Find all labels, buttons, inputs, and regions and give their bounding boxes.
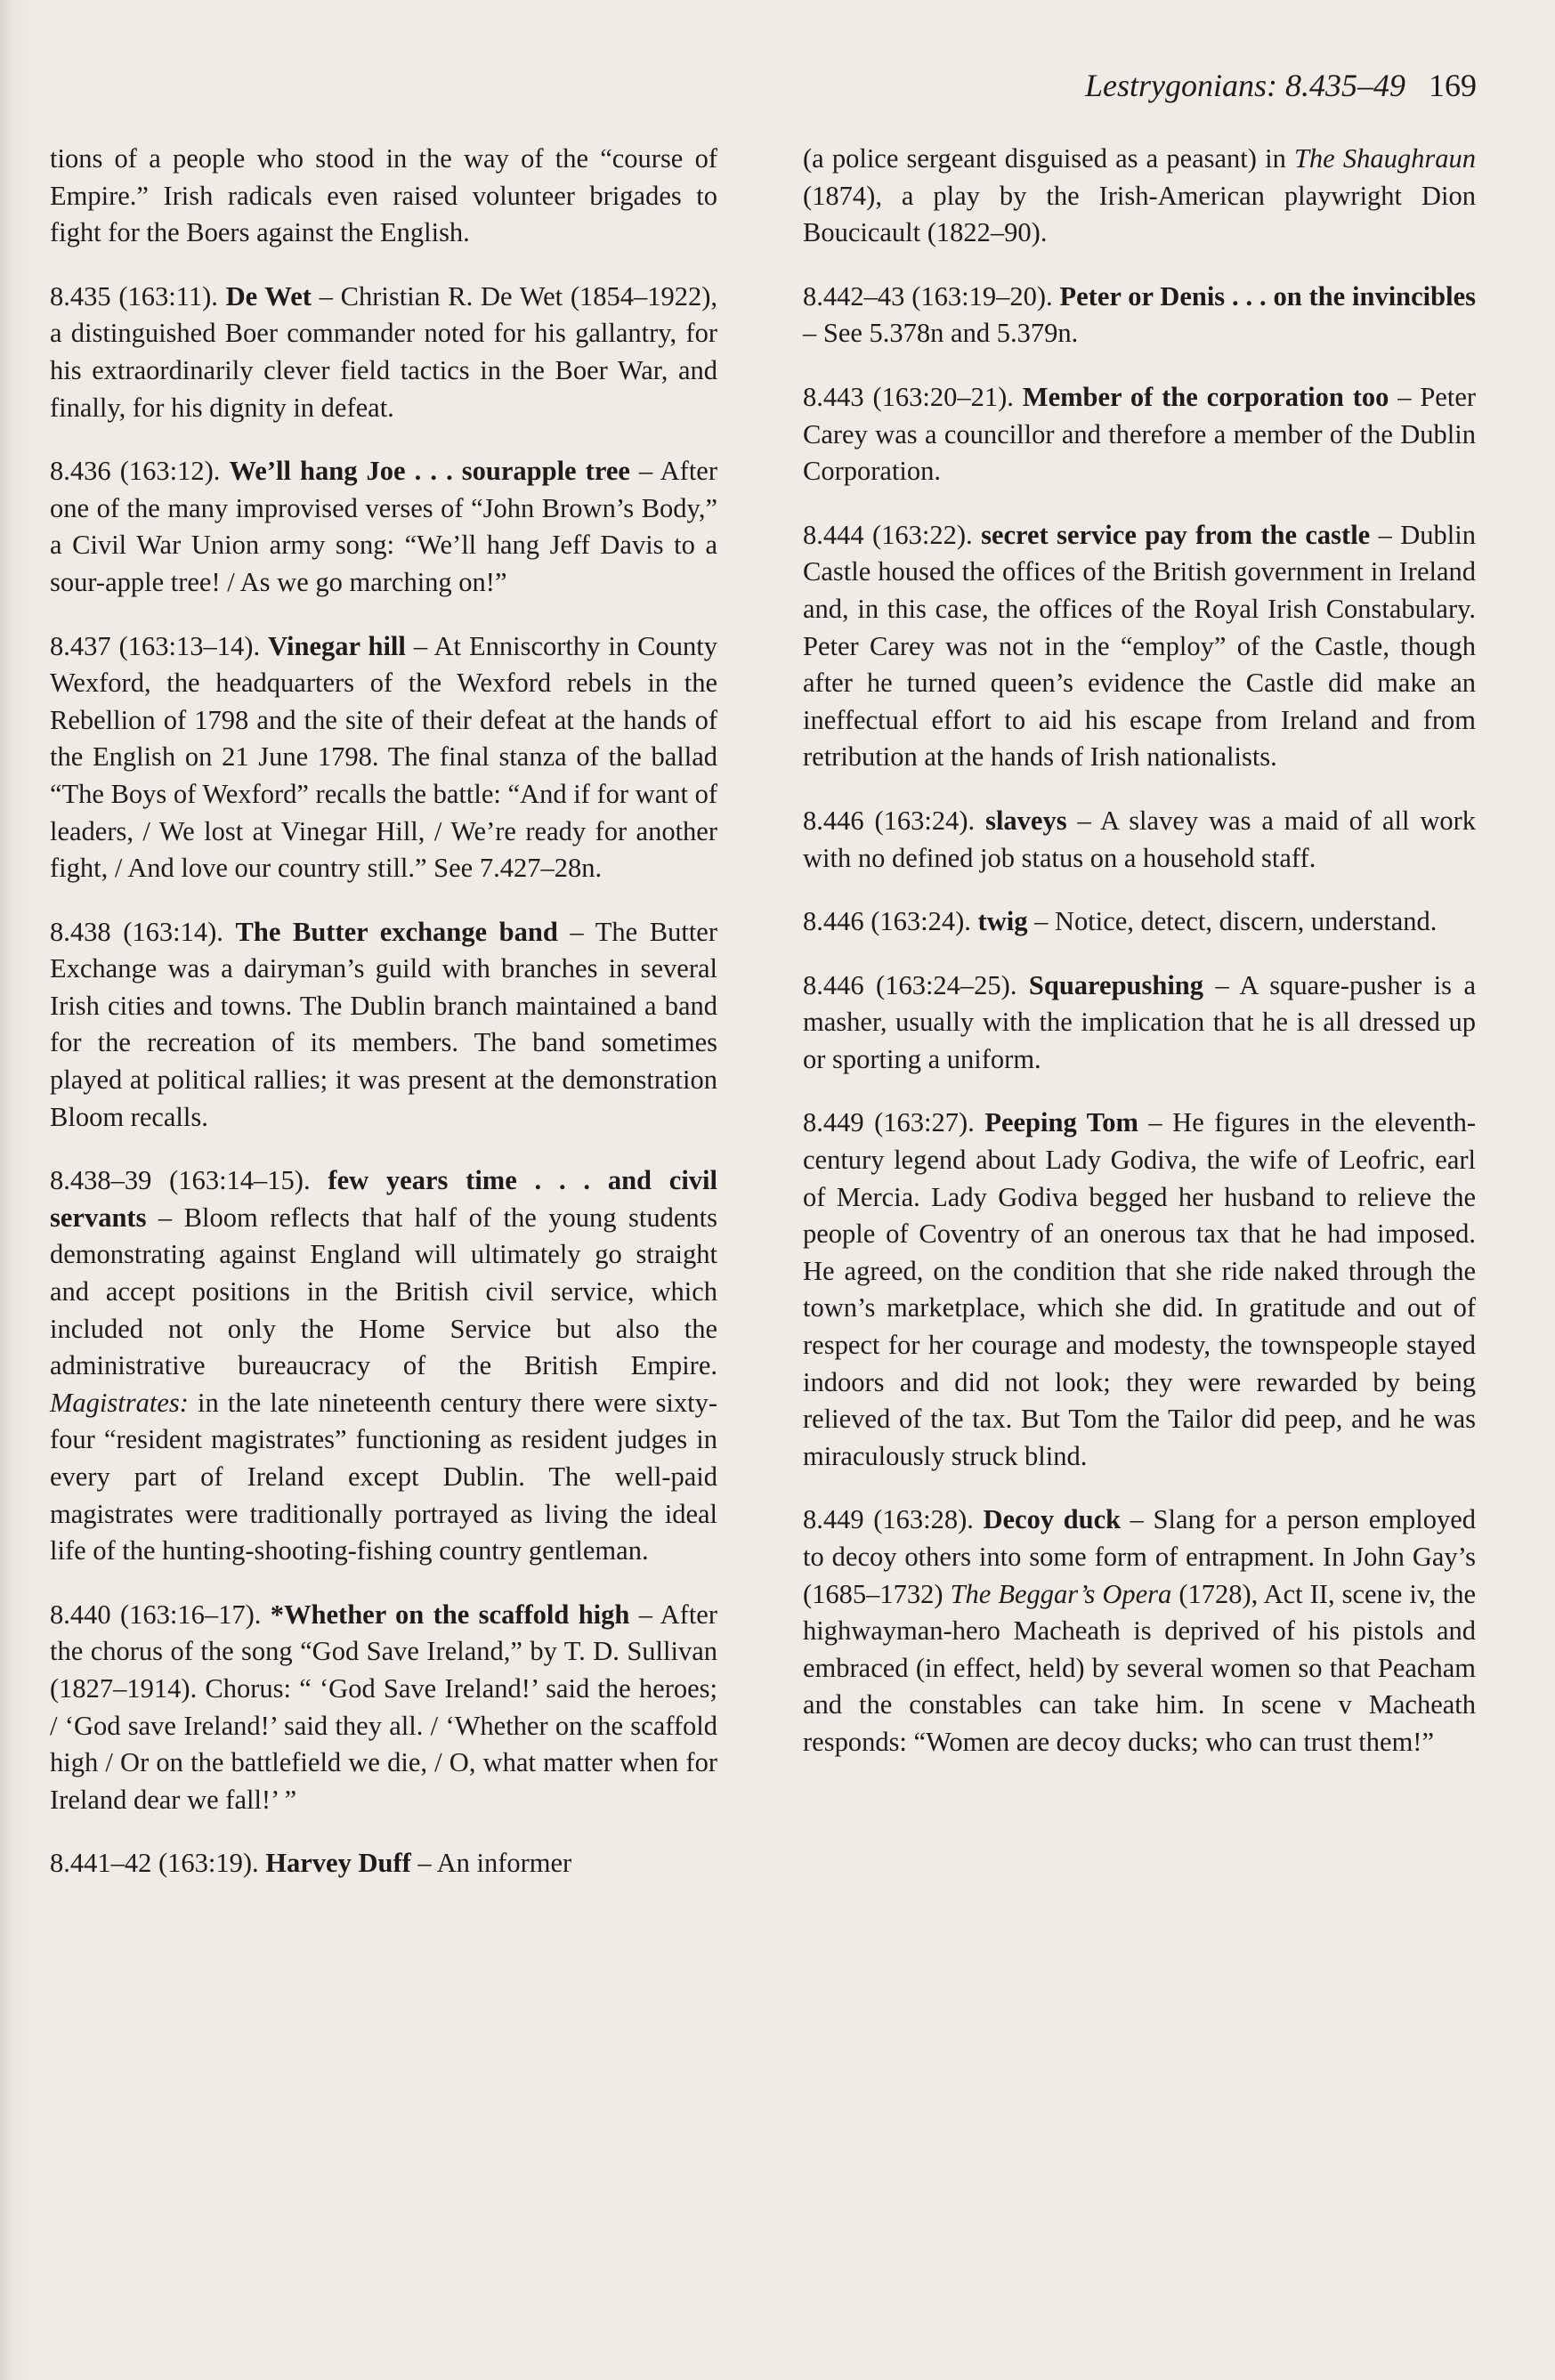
note-ref: 8.446 (163:24). — [803, 906, 971, 937]
note-entry — [803, 517, 1476, 776]
note-text: – The Butter Exchange was a dairyman’s guild with branches in several Irish cities and towns. The Dublin branch maintained a band for the recreation of its members. The band sometimes played at political rallies; it was present at the demonstration Bloom recalls. — [50, 916, 717, 1132]
note-text: – An informer — [410, 1848, 572, 1879]
note-ref: 8.437 (163:13–14). — [50, 630, 261, 661]
note-ref: 8.442–43 (163:19–20). — [803, 280, 1053, 312]
running-head-title: Lestrygonians: 8.435–49 — [1085, 68, 1405, 103]
note-entry — [803, 903, 1476, 941]
note-text: – After one of the many improvised verses of “John Brown’s Body,” a Civil War Union army song: “We’ll hang Jeff Davis to a sour-apple tree! / As we go marching on!” — [50, 456, 717, 597]
note-ref: 8.435 (163:11). — [50, 280, 218, 312]
note-headword: De Wet — [225, 280, 312, 312]
note-headword: Harvey Duff — [265, 1848, 411, 1879]
note-text: – A slavey was a maid of all work with no defined job status on a household staff. — [803, 805, 1477, 873]
note-italic: Magistrates: — [50, 1387, 189, 1418]
note-headword: Squarepushing — [1028, 969, 1204, 1000]
note-ref: 8.436 (163:12). — [50, 456, 221, 487]
note-entry — [803, 1502, 1476, 1761]
note-text: – He figures in the eleventh-century legend about Lady Godiva, the wife of Leofric, earl of Mercia. Lady Godiva begged her husband to relieve the people of Coventry of an onerous tax that he had imposed. He agreed, on the condition that she ride naked through the town’s marketplace, which she did. In gratitude and out of respect for her courage and modesty, the townspeople stayed indoors and did not look; they were rewarded by being relieved of the tax. But Tom the Tailor did peep, and he was miraculously struck blind. — [803, 1107, 1476, 1471]
note-entry — [803, 967, 1476, 1079]
note-entry — [50, 1597, 717, 1819]
left-column — [50, 141, 717, 1909]
note-headword: Member of the corporation too — [1022, 381, 1389, 412]
note-ref: 8.449 (163:27). — [803, 1107, 975, 1138]
note-entry — [50, 453, 717, 601]
note-italic: The Beggar’s Opera — [950, 1578, 1172, 1609]
note-text: (a police sergeant disguised as a peasant) in — [803, 143, 1294, 174]
note-headword: *Whether on the scaffold high — [270, 1599, 630, 1630]
note-headword: twig — [977, 906, 1028, 937]
note-entry — [803, 379, 1476, 490]
running-head — [1085, 68, 1477, 103]
note-ref: 8.446 (163:24). — [803, 805, 976, 836]
note-entry — [50, 628, 717, 887]
note-entry — [50, 1845, 717, 1882]
note-headword: few years time . . . and civil servants — [50, 1165, 718, 1233]
note-text: – Notice, detect, discern, understand. — [1027, 906, 1438, 937]
page-number: 169 — [1429, 68, 1477, 103]
note-text: – Bloom reflects that half of the young students demonstrating against England will ultimately go straight and accept positions in the British civil service, which included not only the Home Service but also the administrative bureaucracy of the British Empire. — [50, 1202, 717, 1381]
note-text: – After the chorus of the song “God Save Ireland,” by T. D. Sullivan (1827–1914). Chorus: “ ‘God Save Ireland!’ said the heroes; / ‘God save Ireland!’ said they all. / ‘Whether on the scaffold high / Or on the battlefield we die, / O, what matter when for Ireland dear we fall!’ ” — [50, 1599, 717, 1815]
note-entry — [50, 1162, 717, 1570]
note-headword: Vinegar hill — [268, 630, 406, 661]
note-headword: Decoy duck — [983, 1504, 1122, 1535]
note-entry — [803, 141, 1476, 252]
note-ref: 8.440 (163:16–17). — [50, 1599, 262, 1630]
note-ref: 8.441–42 (163:19). — [50, 1848, 259, 1879]
note-headword: slaveys — [985, 805, 1067, 836]
note-entry — [50, 279, 717, 426]
note-headword: We’ll hang Joe . . . sourapple tree — [229, 456, 630, 487]
note-ref: 8.444 (163:22). — [803, 519, 973, 550]
note-headword: The Butter exchange band — [235, 916, 558, 947]
note-text-continued: (1874), a play by the Irish-American playwright Dion Boucicault (1822–90). — [803, 180, 1476, 248]
note-text: – A square-pusher is a masher, usually with the implication that he is all dressed up or sporting a uniform. — [803, 969, 1476, 1074]
note-entry — [803, 1105, 1476, 1475]
note-entry — [50, 914, 717, 1137]
note-entry — [50, 141, 717, 252]
note-text-continued: in the late nineteenth century there were sixty-four “resident magistrates” functioning as resident judges in every part of Ireland except Dublin. The well-paid magistrates were traditionally portrayed as living the ideal life of the hunting-shooting-fishing country gentleman. — [50, 1387, 717, 1566]
note-text: – See 5.378n and 5.379n. — [803, 318, 1079, 349]
note-ref: 8.446 (163:24–25). — [803, 969, 1017, 1000]
note-text: – At Enniscorthy in County Wexford, the headquarters of the Wexford rebels in the Rebellion of 1798 and the site of their defeat at the hands of the English on 21 June 1798. The final stanza of the ballad “The Boys of Wexford” recalls the battle: “And if for want of leaders, / We lost at Vinegar Hill, / We’re ready for another fight, / And love our country still.” See 7.427–28n. — [50, 630, 718, 884]
note-text: – Dublin Castle housed the offices of the British government in Ireland and, in this case, the offices of the Royal Irish Constabulary. Peter Carey was not in the “employ” of the Castle, though after he turned queen’s evidence the Castle did make an ineffectual effort to aid his escape from Ireland and from retribution at the hands of Irish nationalists. — [803, 519, 1476, 773]
note-text: tions of a people who stood in the way of the “course of Empire.” Irish radicals even raised volunteer brigades to fight for the Boers against the English. — [50, 143, 717, 248]
note-text: – Peter Carey was a councillor and therefore a member of the Dublin Corporation. — [803, 381, 1477, 487]
right-column — [803, 141, 1476, 1788]
note-ref: 8.443 (163:20–21). — [803, 381, 1014, 412]
note-headword: secret service pay from the castle — [981, 519, 1371, 550]
note-text: – Christian R. De Wet (1854–1922), a distinguished Boer commander noted for his gallantry, for his extraordinarily clever field tactics in the Boer War, and finally, for his dignity in defeat. — [50, 280, 718, 423]
note-headword: Peeping Tom — [984, 1107, 1138, 1138]
note-italic: The Shaughraun — [1293, 143, 1476, 174]
note-ref: 8.438–39 (163:14–15). — [50, 1165, 311, 1196]
note-entry — [803, 279, 1476, 352]
note-headword: Peter or Denis . . . on the invincibles — [1059, 280, 1476, 312]
note-text-continued: (1728), Act II, scene iv, the highwayman-hero Macheath is deprived of his pistols and embraced (in effect, held) by several women so that Peacham and the constables can take him. In scene v Macheath responds: “Women are decoy ducks; who can trust them!” — [803, 1578, 1476, 1757]
note-text: – Slang for a person employed to decoy others into some form of entrapment. In John Gay’s (1685–1732) — [803, 1504, 1477, 1609]
note-ref: 8.449 (163:28). — [803, 1504, 974, 1535]
note-entry — [803, 803, 1476, 877]
note-ref: 8.438 (163:14). — [50, 916, 223, 947]
